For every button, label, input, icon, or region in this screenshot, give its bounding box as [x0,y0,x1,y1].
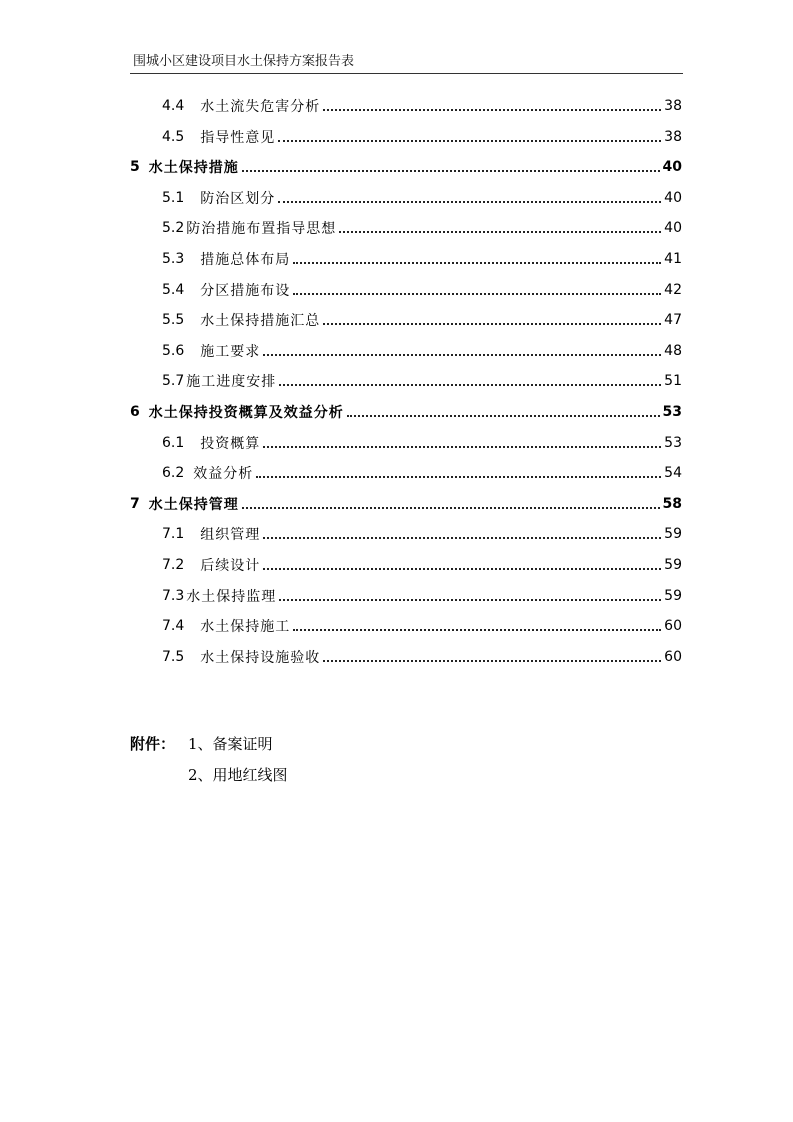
toc-entry-page: 59 [664,588,682,604]
toc-entry-title: 投资概算 [200,436,261,452]
toc-entry[interactable] [130,397,682,427]
toc-entry-title: 水土保持投资概算及效益分析 [148,405,344,421]
toc-entry-number: 5 [130,159,140,175]
toc-entry[interactable] [162,550,682,580]
toc-entry[interactable] [162,611,682,641]
toc-dot-leader [323,660,661,662]
toc-entry-page: 48 [664,343,682,359]
toc-entry-number: 7 [130,496,140,512]
toc-entry-title: 水土保持施工 [200,619,291,635]
toc-entry-title: 效益分析 [193,466,254,482]
toc-entry-title: 防治措施布置指导思想 [186,221,337,237]
toc-dot-leader [278,201,661,203]
toc-entry-title: 施工要求 [200,344,261,360]
toc-entry[interactable] [162,183,682,213]
toc-entry[interactable] [162,428,682,458]
toc-entry-page: 51 [664,373,682,389]
toc-entry[interactable] [130,489,682,519]
attachments-label: 附件： [130,735,176,753]
toc-entry-number: 5.1 [162,190,185,206]
toc-entry-page: 58 [662,496,682,512]
toc-dot-leader [263,354,661,356]
toc-entry-page: 59 [664,557,682,573]
toc-dot-leader [293,629,661,631]
toc-entry-number: 5.3 [162,251,185,267]
toc-entry[interactable] [162,519,682,549]
toc-dot-leader [242,170,660,172]
toc-dot-leader [323,323,661,325]
toc-entry[interactable] [162,581,682,611]
toc-entry-number: 5.2 [162,220,185,236]
toc-entry-page: 40 [664,220,682,236]
toc-entry-title: 防治区划分 [200,191,276,207]
toc-dot-leader [242,507,660,509]
toc-entry-number: 5.7 [162,373,185,389]
attachment-item-2: 2、用地红线图 [188,766,288,784]
toc-entry-page: 60 [664,618,682,634]
toc-entry[interactable] [162,336,682,366]
toc-entry-title: 水土流失危害分析 [200,99,321,115]
toc-entry-title: 后续设计 [200,558,261,574]
toc-dot-leader [263,446,661,448]
toc-entry-title: 措施总体布局 [200,252,291,268]
toc-dot-leader [279,599,661,601]
toc-entry-page: 53 [664,435,682,451]
toc-dot-leader [339,231,661,233]
toc-entry[interactable] [162,122,682,152]
toc-dot-leader [323,109,661,111]
toc-entry[interactable] [162,91,682,121]
toc-entry[interactable] [162,642,682,672]
toc-entry[interactable] [162,305,682,335]
toc-entry-title: 水土保持管理 [148,497,239,513]
toc-entry-number: 5.6 [162,343,185,359]
toc-entry-page: 42 [664,282,682,298]
toc-entry-page: 38 [664,98,682,114]
toc-dot-leader [279,384,661,386]
toc-dot-leader [263,568,661,570]
toc-entry-title: 指导性意见 [200,130,276,146]
toc-entry-page: 47 [664,312,682,328]
toc-entry-page: 40 [662,159,682,175]
toc-entry-number: 7.5 [162,649,185,665]
toc-dot-leader [293,262,661,264]
toc-dot-leader [256,476,661,478]
toc-entry-title: 分区措施布设 [200,283,291,299]
toc-entry[interactable] [162,275,682,305]
toc-entry-page: 53 [662,404,682,420]
toc-entry-title: 水土保持措施汇总 [200,313,321,329]
toc-entry[interactable] [162,213,682,243]
toc-entry-title: 施工进度安排 [186,374,277,390]
toc-entry-number: 6 [130,404,140,420]
toc-entry-number: 4.5 [162,129,185,145]
toc-entry-title: 水土保持监理 [186,589,277,605]
toc-entry[interactable] [162,458,682,488]
toc-entry-page: 40 [664,190,682,206]
toc-entry-number: 5.4 [162,282,185,298]
toc-dot-leader [278,140,661,142]
toc-entry[interactable] [130,152,682,182]
toc-entry-page: 59 [664,526,682,542]
toc-entry[interactable] [162,366,682,396]
toc-entry-number: 6.1 [162,435,185,451]
toc-entry-number: 7.2 [162,557,185,573]
toc-dot-leader [347,415,660,417]
attachment-item-1: 1、备案证明 [188,735,273,753]
toc-entry-number: 6.2 [162,465,185,481]
toc-entry-page: 41 [664,251,682,267]
toc-dot-leader [293,293,661,295]
toc-entry-title: 水土保持设施验收 [200,650,321,666]
toc-entry-number: 4.4 [162,98,185,114]
header-rule [130,73,683,74]
toc-entry-number: 7.3 [162,588,185,604]
toc-entry-title: 组织管理 [200,527,261,543]
toc-entry-page: 38 [664,129,682,145]
toc-dot-leader [263,537,661,539]
toc-entry-page: 60 [664,649,682,665]
toc-entry-page: 54 [664,465,682,481]
toc-entry-number: 7.1 [162,526,185,542]
toc-entry-number: 5.5 [162,312,185,328]
toc-entry-title: 水土保持措施 [148,160,239,176]
toc-entry-number: 7.4 [162,618,185,634]
toc-entry[interactable] [162,244,682,274]
running-header: 围城小区建设项目水土保持方案报告表 [133,54,355,69]
